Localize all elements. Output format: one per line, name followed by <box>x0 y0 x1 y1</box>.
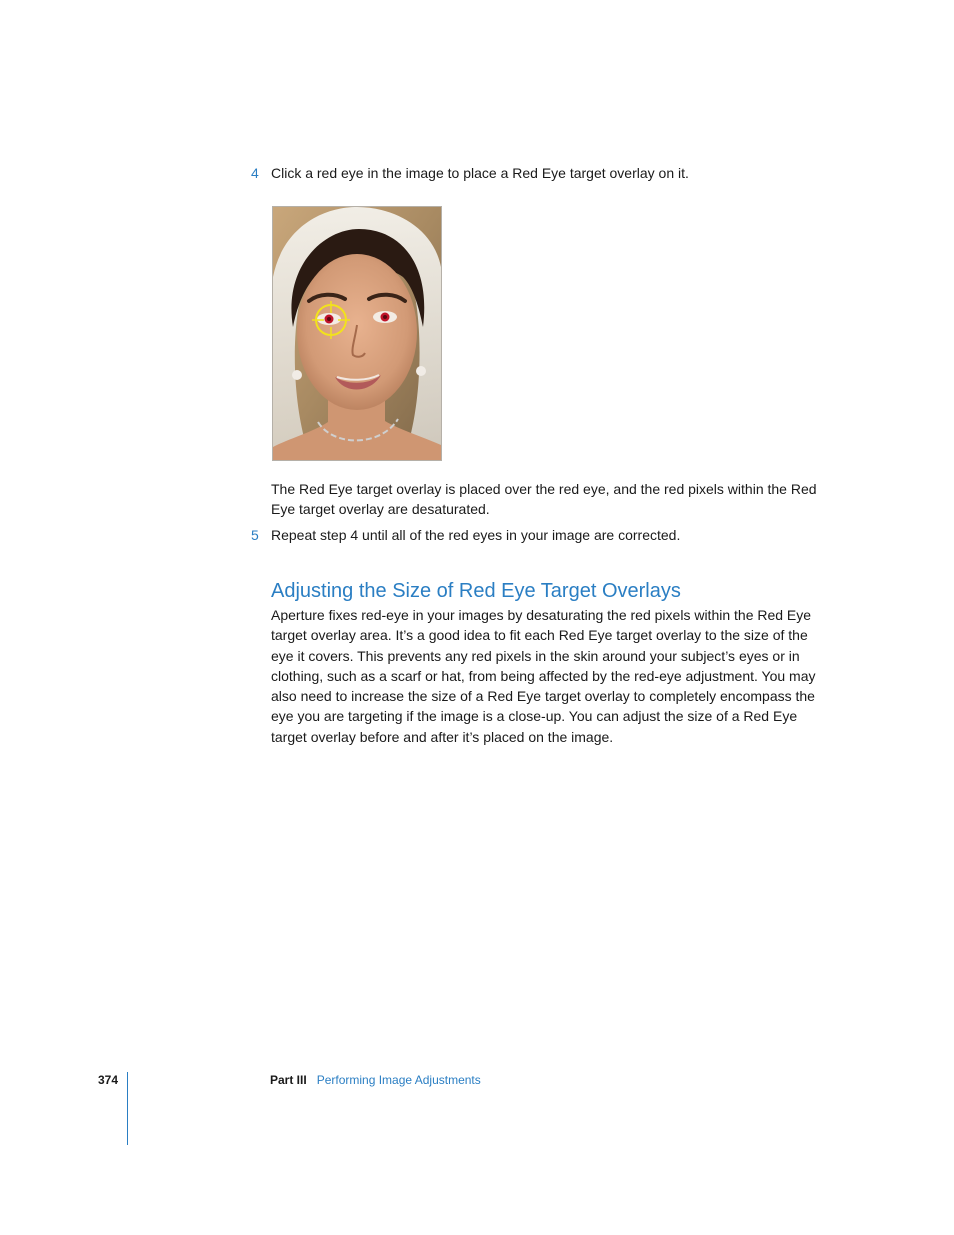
footer-divider <box>127 1072 128 1145</box>
section-heading: Adjusting the Size of Red Eye Target Overlays <box>271 580 681 602</box>
result-paragraph: The Red Eye target overlay is placed over the red eye, and the red pixels within the Red Eye target overlay are desaturated. <box>271 481 817 518</box>
step-4 <box>251 163 689 183</box>
step-text: Click a red eye in the image to place a Red Eye target overlay on it. <box>271 165 689 181</box>
step-5 <box>251 525 680 545</box>
step-number: 5 <box>251 527 259 543</box>
part-title: Performing Image Adjustments <box>316 1073 481 1087</box>
section-body: Aperture fixes red-eye in your images by desaturating the red pixels within the Red Eye target overlay area. It’s a good idea to fit each Red Eye target overlay to the size of the eye it covers. This prevents any red pixels in the skin around your subject’s eyes or in clothing, such as a scarf or hat, from being affected by the red-eye adjustment. You may also need to increase the size of a Red Eye target overlay to completely encompass the eye you are targeting if the image is a close-up. You can adjust the size of a Red Eye target overlay before and after it’s placed on the image. <box>271 607 816 745</box>
portrait-illustration <box>273 207 441 460</box>
footer-part <box>270 1072 481 1088</box>
step-number: 4 <box>251 165 259 181</box>
step-text: Repeat step 4 until all of the red eyes in your image are corrected. <box>271 527 681 543</box>
page-number: 374 <box>98 1073 119 1087</box>
part-label: Part III <box>270 1073 307 1087</box>
red-eye-photo <box>272 206 442 461</box>
